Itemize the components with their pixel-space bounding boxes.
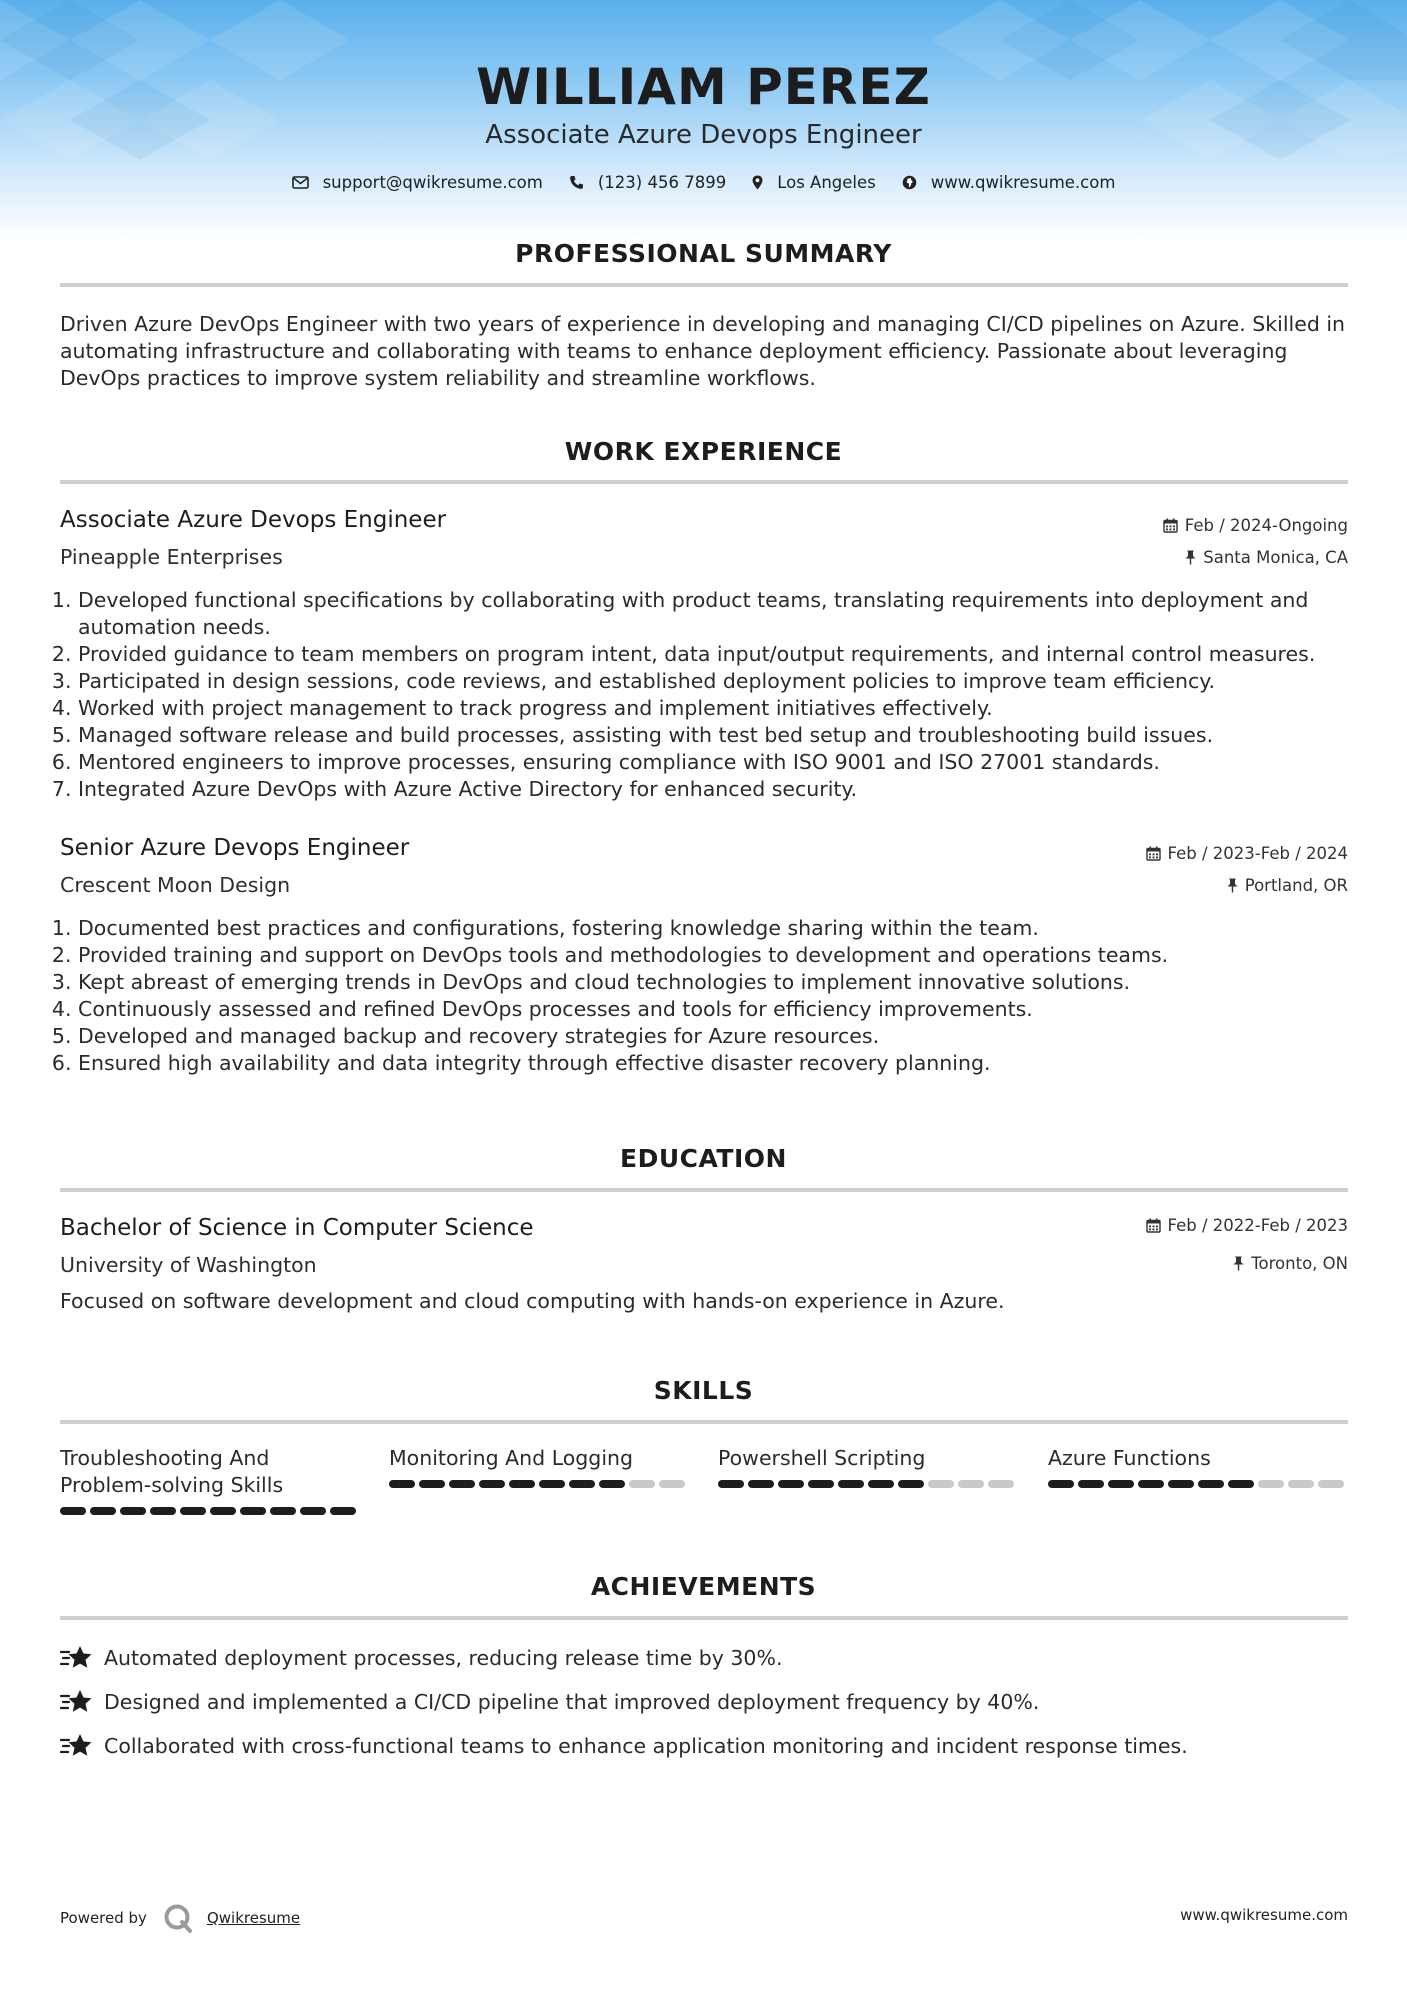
list-item: 7. Integrated Azure DevOps with Azure Active Directory for enhanced security. — [78, 776, 1378, 803]
section-divider — [60, 1616, 1348, 1620]
skill-segment-filled — [509, 1480, 535, 1488]
star-icon — [60, 1731, 94, 1761]
skill-item — [60, 1445, 360, 1515]
skill-segment-empty — [958, 1480, 984, 1488]
pushpin-icon — [1233, 1256, 1244, 1271]
skill-segment-filled — [1168, 1480, 1194, 1488]
contact-location — [752, 173, 876, 192]
skill-segment-filled — [180, 1507, 206, 1515]
skill-segment-empty — [1318, 1480, 1344, 1488]
education-heading: EDUCATION — [620, 1144, 787, 1173]
skill-name: Powershell Scripting — [718, 1446, 926, 1470]
skill-segment-filled — [898, 1480, 924, 1488]
phone-icon — [569, 175, 584, 190]
section-divider — [60, 480, 1348, 484]
achievement-text: Designed and implemented a CI/CD pipeline that improved deployment frequency by 40%. — [104, 1690, 1040, 1714]
contact-bar — [0, 173, 1407, 192]
list-item: 1. Developed functional specifications by collaborating with product teams, translating requirements into deployment and automation needs. — [78, 587, 1378, 641]
education-dates-text: Feb / 2022-Feb / 2023 — [1167, 1216, 1348, 1235]
skill-segment-filled — [90, 1507, 116, 1515]
contact-email[interactable] — [292, 173, 543, 192]
job-dates-text: Feb / 2023-Feb / 2024 — [1167, 844, 1348, 863]
skill-segment-filled — [240, 1507, 266, 1515]
job-location — [1185, 548, 1348, 567]
section-divider — [60, 1420, 1348, 1424]
candidate-role: Associate Azure Devops Engineer — [485, 120, 922, 150]
qwikresume-logo-icon — [163, 1903, 193, 1933]
job-dates — [1163, 516, 1348, 535]
skill-segment-filled — [778, 1480, 804, 1488]
pushpin-icon — [1227, 878, 1238, 893]
achievement-item — [60, 1643, 782, 1673]
skill-segment-empty — [1258, 1480, 1284, 1488]
contact-email-text: support@qwikresume.com — [322, 173, 543, 192]
qwikresume-link[interactable]: Qwikresume — [206, 1909, 301, 1927]
company-name: Pineapple Enterprises — [60, 545, 283, 569]
achievements-heading: ACHIEVEMENTS — [590, 1572, 817, 1601]
skill-item — [389, 1445, 689, 1488]
skill-segment-filled — [300, 1507, 326, 1515]
contact-website-text: www.qwikresume.com — [930, 173, 1116, 192]
education-location — [1233, 1254, 1348, 1273]
job-responsibilities — [60, 587, 1378, 803]
skill-segment-filled — [1048, 1480, 1074, 1488]
skill-segment-filled — [389, 1480, 415, 1488]
skill-segment-filled — [120, 1507, 146, 1515]
candidate-name: WILLIAM PEREZ — [476, 58, 931, 116]
skill-item — [1048, 1445, 1348, 1488]
skill-segment-filled — [718, 1480, 744, 1488]
education-location-text: Toronto, ON — [1251, 1254, 1348, 1273]
skill-segment-filled — [868, 1480, 894, 1488]
list-item: 6. Mentored engineers to improve processes, ensuring compliance with ISO 9001 and ISO 27001 standards. — [78, 749, 1378, 776]
star-icon — [60, 1687, 94, 1717]
job-dates-text: Feb / 2024-Ongoing — [1184, 516, 1348, 535]
job-location-text: Portland, OR — [1244, 876, 1348, 895]
summary-heading: PROFESSIONAL SUMMARY — [515, 239, 892, 268]
degree-title: Bachelor of Science in Computer Science — [60, 1215, 534, 1241]
skill-segment-filled — [1078, 1480, 1104, 1488]
skill-segment-filled — [479, 1480, 505, 1488]
education-description: Focused on software development and cloud computing with hands-on experience in Azure. — [60, 1289, 1005, 1313]
skill-segment-empty — [1288, 1480, 1314, 1488]
job-title: Senior Azure Devops Engineer — [60, 835, 410, 861]
contact-location-text: Los Angeles — [777, 173, 876, 192]
skill-segment-filled — [569, 1480, 595, 1488]
skill-segment-filled — [808, 1480, 834, 1488]
list-item: 3. Participated in design sessions, code reviews, and established deployment policies to improve team efficiency. — [78, 668, 1378, 695]
list-item: 5. Developed and managed backup and recovery strategies for Azure resources. — [78, 1023, 1378, 1050]
list-item: 3. Kept abreast of emerging trends in DevOps and cloud technologies to implement innovative solutions. — [78, 969, 1378, 996]
globe-icon — [902, 175, 917, 190]
company-name: Crescent Moon Design — [60, 873, 291, 897]
job-title: Associate Azure Devops Engineer — [60, 507, 447, 533]
pushpin-icon — [1185, 550, 1196, 565]
list-item: 5. Managed software release and build processes, assisting with test bed setup and troubleshooting build issues. — [78, 722, 1378, 749]
skill-segment-filled — [270, 1507, 296, 1515]
skill-segment-filled — [539, 1480, 565, 1488]
contact-website[interactable] — [902, 173, 1116, 192]
experience-heading: WORK EXPERIENCE — [564, 437, 843, 466]
section-divider — [60, 1188, 1348, 1192]
job-responsibilities — [60, 915, 1378, 1077]
skill-item — [718, 1445, 1018, 1488]
star-icon — [60, 1643, 94, 1673]
skill-segment-filled — [599, 1480, 625, 1488]
skill-segment-filled — [838, 1480, 864, 1488]
list-item: 2. Provided guidance to team members on program intent, data input/output requirements, and internal control measures. — [78, 641, 1378, 668]
calendar-icon — [1146, 1218, 1161, 1233]
powered-by-label: Powered by — [60, 1909, 147, 1927]
summary-text: Driven Azure DevOps Engineer with two years of experience in developing and managing CI/CD pipelines on Azure. Skilled in automating infrastructure and collaborating with teams to enhance deployment efficiency. Passionate about leveraging DevOps practices to improve system reliability and streamline workflows. — [60, 312, 1346, 390]
list-item: 4. Continuously assessed and refined DevOps processes and tools for efficiency improvements. — [78, 996, 1378, 1023]
skill-segment-empty — [928, 1480, 954, 1488]
calendar-icon — [1146, 846, 1161, 861]
skill-segment-empty — [659, 1480, 685, 1488]
contact-phone[interactable] — [569, 173, 726, 192]
skill-segment-filled — [60, 1507, 86, 1515]
contact-phone-text: (123) 456 7899 — [597, 173, 727, 192]
skills-heading: SKILLS — [653, 1376, 754, 1405]
skill-segment-filled — [449, 1480, 475, 1488]
skill-segment-filled — [1138, 1480, 1164, 1488]
list-item: 6. Ensured high availability and data integrity through effective disaster recovery planning. — [78, 1050, 1378, 1077]
calendar-icon — [1163, 518, 1178, 533]
skill-segment-empty — [988, 1480, 1014, 1488]
skill-segment-filled — [1198, 1480, 1224, 1488]
list-item: 4. Worked with project management to track progress and implement initiatives effectively. — [78, 695, 1378, 722]
job-location — [1227, 876, 1348, 895]
skill-segment-filled — [748, 1480, 774, 1488]
list-item: 1. Documented best practices and configurations, fostering knowledge sharing within the team. — [78, 915, 1378, 942]
skill-segment-filled — [419, 1480, 445, 1488]
achievement-item — [60, 1687, 1039, 1717]
skill-level-bar — [60, 1507, 360, 1515]
footer-website-link[interactable]: www.qwikresume.com — [1180, 1906, 1348, 1924]
achievement-item — [60, 1731, 1188, 1761]
skill-segment-filled — [330, 1507, 356, 1515]
job-location-text: Santa Monica, CA — [1203, 548, 1348, 567]
list-item: 2. Provided training and support on DevOps tools and methodologies to development and operations teams. — [78, 942, 1378, 969]
job-dates — [1146, 844, 1348, 863]
skill-segment-empty — [629, 1480, 655, 1488]
skill-level-bar — [1048, 1480, 1348, 1488]
footer-powered-by — [60, 1903, 300, 1933]
skill-segment-filled — [1108, 1480, 1134, 1488]
skill-level-bar — [389, 1480, 689, 1488]
skill-name: Azure Functions — [1048, 1446, 1211, 1470]
education-dates — [1146, 1216, 1348, 1235]
skill-segment-filled — [1228, 1480, 1254, 1488]
achievement-text: Collaborated with cross-functional teams to enhance application monitoring and incident response times. — [104, 1734, 1188, 1758]
skill-name: Troubleshooting And Problem-solving Skills — [60, 1446, 284, 1497]
skill-name: Monitoring And Logging — [389, 1446, 634, 1470]
envelope-icon — [292, 176, 309, 189]
school-name: University of Washington — [60, 1253, 317, 1277]
achievement-text: Automated deployment processes, reducing release time by 30%. — [104, 1646, 783, 1670]
skill-segment-filled — [150, 1507, 176, 1515]
map-marker-icon — [752, 175, 763, 190]
skill-segment-filled — [210, 1507, 236, 1515]
skill-level-bar — [718, 1480, 1018, 1488]
section-divider — [60, 283, 1348, 287]
